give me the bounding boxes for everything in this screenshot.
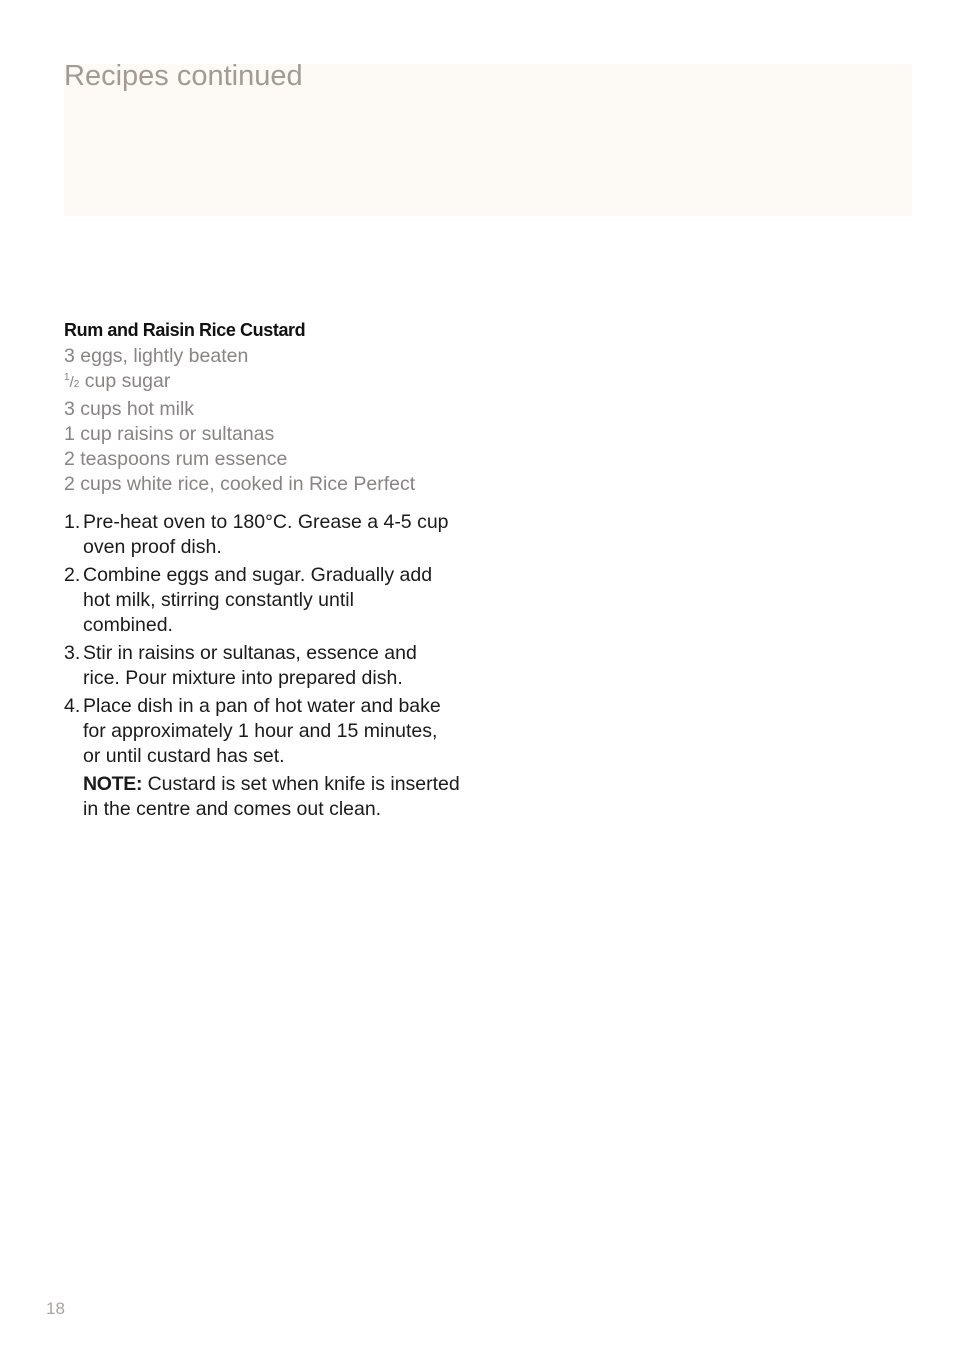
step-number: 3. — [64, 642, 81, 664]
ingredient-item: 2 cups white rice, cooked in Rice Perfect — [64, 473, 416, 495]
ingredient-item: 3 cups hot milk — [64, 398, 195, 420]
note-text: Custard is set when knife is inserted in the centre and comes out clean. — [83, 773, 460, 820]
step-text: Place dish in a pan of hot water and bake for approximately 1 hour and 15 minutes, or until custard has set. — [83, 695, 441, 767]
method-step — [64, 563, 524, 638]
recipe-note — [83, 772, 524, 822]
ingredient-text: cup sugar — [84, 370, 171, 392]
note-label: NOTE: — [83, 773, 143, 795]
step-text: Stir in raisins or sultanas, essence and rice. Pour mixture into prepared dish. — [83, 642, 417, 689]
recipe-section — [64, 316, 524, 822]
method-step — [64, 510, 524, 560]
recipe-title: Rum and Raisin Rice Custard — [64, 320, 306, 340]
step-number: 1. — [64, 511, 81, 533]
ingredient-list — [64, 344, 524, 497]
method-step — [64, 694, 524, 769]
fraction-slash: / — [69, 374, 74, 391]
page-number: 18 — [46, 1299, 65, 1318]
page-title: Recipes continued — [64, 60, 303, 92]
method-steps — [64, 510, 524, 769]
ingredient-item: 1 cup raisins or sultanas — [64, 423, 275, 445]
ingredient-item — [64, 369, 524, 397]
fraction-numerator: 1 — [64, 372, 70, 383]
step-text: Pre-heat oven to 180°C. Grease a 4-5 cup oven proof dish. — [83, 511, 449, 558]
ingredient-item: 2 teaspoons rum essence — [64, 448, 288, 470]
step-text: Combine eggs and sugar. Gradually add hot milk, stirring constantly until combined. — [83, 564, 433, 636]
ingredient-item: 3 eggs, lightly beaten — [64, 345, 249, 367]
fraction-denominator: 2 — [73, 379, 80, 390]
step-number: 4. — [64, 695, 81, 717]
step-number: 2. — [64, 564, 81, 586]
method-step — [64, 641, 524, 691]
